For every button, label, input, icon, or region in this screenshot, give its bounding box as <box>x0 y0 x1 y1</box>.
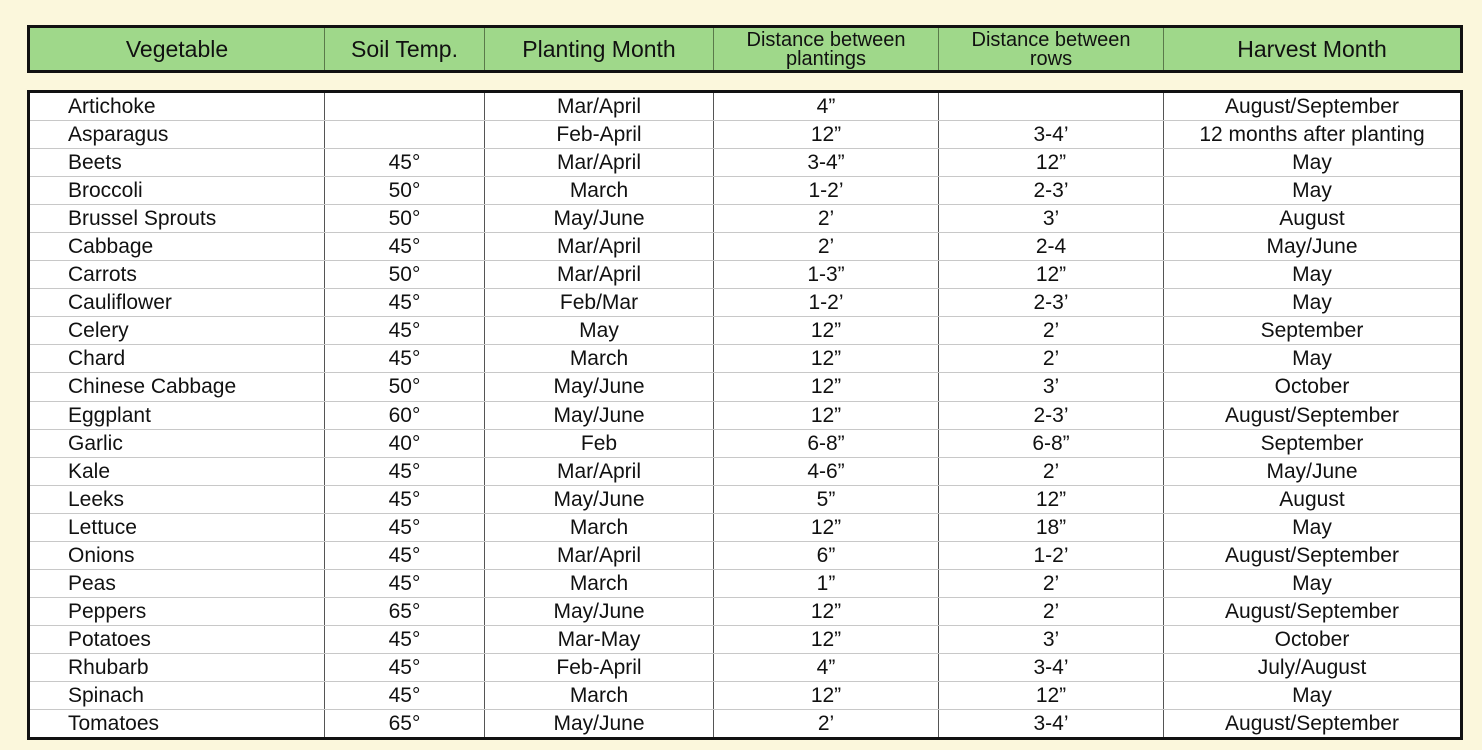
cell-distance-rows <box>939 93 1164 120</box>
cell-soil-temp: 50° <box>325 205 485 232</box>
cell-vegetable: Garlic <box>30 430 325 457</box>
header-distance-rows: Distance between rows <box>939 28 1164 70</box>
table-row <box>30 654 1460 682</box>
table-row <box>30 233 1460 261</box>
cell-distance-plantings: 12” <box>714 373 939 400</box>
table-row <box>30 682 1460 710</box>
cell-distance-rows: 2’ <box>939 458 1164 485</box>
cell-planting-month: May/June <box>485 486 714 513</box>
cell-planting-month: Feb/Mar <box>485 289 714 316</box>
cell-planting-month: May/June <box>485 402 714 429</box>
table-row <box>30 177 1460 205</box>
cell-distance-rows: 2’ <box>939 570 1164 597</box>
header-distance-plantings: Distance between plantings <box>714 28 939 70</box>
cell-vegetable: Onions <box>30 542 325 569</box>
cell-planting-month: Mar/April <box>485 233 714 260</box>
cell-distance-rows: 3’ <box>939 626 1164 653</box>
cell-harvest-month: October <box>1274 375 1350 399</box>
cell-distance-rows: 12” <box>939 486 1164 513</box>
cell-vegetable: Cabbage <box>30 233 325 260</box>
cell-distance-plantings: 12” <box>714 345 939 372</box>
cell-vegetable: Tomatoes <box>30 710 325 737</box>
cell-distance-plantings: 6” <box>714 542 939 569</box>
cell-soil-temp <box>325 121 485 148</box>
cell-distance-rows: 12” <box>939 149 1164 176</box>
cell-distance-plantings: 4-6” <box>714 458 939 485</box>
table-row <box>30 205 1460 233</box>
table-row <box>30 261 1460 289</box>
cell-vegetable: Potatoes <box>30 626 325 653</box>
cell-planting-month: May/June <box>485 373 714 400</box>
cell-vegetable: Eggplant <box>30 402 325 429</box>
cell-soil-temp: 50° <box>325 261 485 288</box>
cell-planting-month: March <box>485 345 714 372</box>
cell-distance-rows: 3-4’ <box>939 654 1164 681</box>
cell-harvest-month: May <box>1292 291 1332 315</box>
header-harvest-month: Harvest Month <box>1237 35 1387 62</box>
cell-harvest-month: 12 months after planting <box>1199 123 1425 147</box>
cell-distance-plantings: 12” <box>714 514 939 541</box>
cell-distance-plantings: 1” <box>714 570 939 597</box>
cell-vegetable: Celery <box>30 317 325 344</box>
cell-planting-month: May <box>485 317 714 344</box>
cell-harvest-month: May/June <box>1266 459 1358 483</box>
cell-soil-temp: 45° <box>325 149 485 176</box>
cell-distance-rows: 12” <box>939 682 1164 709</box>
cell-vegetable: Chard <box>30 345 325 372</box>
cell-vegetable: Chinese Cabbage <box>30 373 325 400</box>
cell-distance-rows: 1-2’ <box>939 542 1164 569</box>
cell-soil-temp: 40° <box>325 430 485 457</box>
cell-distance-rows: 2’ <box>939 345 1164 372</box>
cell-vegetable: Broccoli <box>30 177 325 204</box>
cell-harvest-month: May <box>1292 151 1332 175</box>
cell-harvest-month: May <box>1292 515 1332 539</box>
cell-vegetable: Brussel Sprouts <box>30 205 325 232</box>
table-row <box>30 598 1460 626</box>
cell-distance-plantings: 1-2’ <box>714 289 939 316</box>
cell-soil-temp: 45° <box>325 682 485 709</box>
table-row <box>30 514 1460 542</box>
table-row <box>30 542 1460 570</box>
cell-distance-rows: 2-3’ <box>939 402 1164 429</box>
cell-soil-temp: 45° <box>325 233 485 260</box>
cell-distance-rows: 12” <box>939 261 1164 288</box>
cell-distance-rows: 2-4 <box>939 233 1164 260</box>
cell-distance-plantings: 2’ <box>714 205 939 232</box>
cell-vegetable: Artichoke <box>30 93 325 120</box>
header-planting-month: Planting Month <box>485 28 714 70</box>
cell-distance-plantings: 12” <box>714 402 939 429</box>
cell-soil-temp: 45° <box>325 626 485 653</box>
cell-distance-plantings: 4” <box>714 93 939 120</box>
cell-soil-temp: 45° <box>325 542 485 569</box>
cell-vegetable: Kale <box>30 458 325 485</box>
cell-planting-month: Feb <box>485 430 714 457</box>
cell-harvest-month: August <box>1279 207 1345 231</box>
cell-soil-temp: 65° <box>325 710 485 737</box>
cell-distance-plantings: 12” <box>714 121 939 148</box>
cell-soil-temp: 45° <box>325 570 485 597</box>
cell-soil-temp: 50° <box>325 373 485 400</box>
table-row <box>30 93 1460 121</box>
cell-planting-month: Feb-April <box>485 654 714 681</box>
table-row <box>30 317 1460 345</box>
table-body <box>27 90 1463 740</box>
cell-distance-rows: 2-3’ <box>939 177 1164 204</box>
cell-planting-month: Mar-May <box>485 626 714 653</box>
header-soil-temp: Soil Temp. <box>325 28 485 70</box>
cell-harvest-month: August/September <box>1225 712 1399 736</box>
table-row <box>30 345 1460 373</box>
table-row <box>30 289 1460 317</box>
cell-soil-temp: 60° <box>325 402 485 429</box>
cell-planting-month: March <box>485 570 714 597</box>
cell-soil-temp <box>325 93 485 120</box>
table-row <box>30 149 1460 177</box>
cell-harvest-month: August/September <box>1225 95 1399 119</box>
cell-vegetable: Peppers <box>30 598 325 625</box>
cell-harvest-month: August/September <box>1225 599 1399 623</box>
cell-vegetable: Lettuce <box>30 514 325 541</box>
cell-distance-plantings: 5” <box>714 486 939 513</box>
cell-distance-plantings: 4” <box>714 654 939 681</box>
cell-vegetable: Beets <box>30 149 325 176</box>
cell-vegetable: Leeks <box>30 486 325 513</box>
cell-vegetable: Carrots <box>30 261 325 288</box>
cell-soil-temp: 45° <box>325 345 485 372</box>
cell-harvest-month: May <box>1292 347 1332 371</box>
table-row <box>30 430 1460 458</box>
cell-planting-month: Mar/April <box>485 93 714 120</box>
cell-planting-month: Feb-April <box>485 121 714 148</box>
table-header <box>27 25 1463 73</box>
cell-soil-temp: 65° <box>325 598 485 625</box>
table-row <box>30 402 1460 430</box>
cell-distance-rows: 18” <box>939 514 1164 541</box>
cell-harvest-month: September <box>1260 431 1364 455</box>
cell-planting-month: March <box>485 682 714 709</box>
header-vegetable: Vegetable <box>30 28 325 70</box>
cell-distance-plantings: 12” <box>714 317 939 344</box>
cell-distance-plantings: 3-4” <box>714 149 939 176</box>
cell-planting-month: Mar/April <box>485 458 714 485</box>
cell-planting-month: March <box>485 177 714 204</box>
cell-planting-month: Mar/April <box>485 261 714 288</box>
cell-harvest-month: May <box>1292 263 1332 287</box>
cell-distance-rows: 2’ <box>939 598 1164 625</box>
cell-planting-month: Mar/April <box>485 542 714 569</box>
cell-harvest-month: August <box>1279 487 1345 511</box>
cell-distance-rows: 3’ <box>939 205 1164 232</box>
table-row <box>30 710 1460 737</box>
cell-distance-rows: 6-8” <box>939 430 1164 457</box>
cell-vegetable: Rhubarb <box>30 654 325 681</box>
cell-distance-plantings: 2’ <box>714 233 939 260</box>
cell-distance-plantings: 12” <box>714 682 939 709</box>
table-row <box>30 121 1460 149</box>
cell-harvest-month: October <box>1274 627 1350 651</box>
cell-harvest-month: May <box>1292 179 1332 203</box>
cell-distance-plantings: 1-3” <box>714 261 939 288</box>
cell-planting-month: May/June <box>485 710 714 737</box>
cell-distance-rows: 3-4’ <box>939 121 1164 148</box>
cell-vegetable: Asparagus <box>30 121 325 148</box>
cell-harvest-month: August/September <box>1225 403 1399 427</box>
cell-harvest-month: May/June <box>1266 235 1358 259</box>
table-rows <box>30 93 1460 737</box>
cell-soil-temp: 50° <box>325 177 485 204</box>
cell-soil-temp: 45° <box>325 486 485 513</box>
cell-distance-rows: 2-3’ <box>939 289 1164 316</box>
cell-distance-plantings: 12” <box>714 598 939 625</box>
cell-harvest-month: September <box>1260 319 1364 343</box>
cell-vegetable: Cauliflower <box>30 289 325 316</box>
cell-soil-temp: 45° <box>325 458 485 485</box>
cell-planting-month: Mar/April <box>485 149 714 176</box>
cell-harvest-month: July/August <box>1257 655 1367 679</box>
cell-distance-plantings: 12” <box>714 626 939 653</box>
cell-soil-temp: 45° <box>325 317 485 344</box>
cell-soil-temp: 45° <box>325 654 485 681</box>
table-row <box>30 458 1460 486</box>
cell-harvest-month: May <box>1292 684 1332 707</box>
cell-soil-temp: 45° <box>325 289 485 316</box>
cell-soil-temp: 45° <box>325 514 485 541</box>
cell-distance-plantings: 2’ <box>714 710 939 737</box>
cell-distance-rows: 3’ <box>939 373 1164 400</box>
cell-distance-plantings: 6-8” <box>714 430 939 457</box>
cell-vegetable: Peas <box>30 570 325 597</box>
cell-distance-rows: 2’ <box>939 317 1164 344</box>
table-row <box>30 373 1460 401</box>
table-row <box>30 486 1460 514</box>
cell-harvest-month: August/September <box>1225 543 1399 567</box>
cell-distance-rows: 3-4’ <box>939 710 1164 737</box>
cell-planting-month: March <box>485 514 714 541</box>
cell-distance-plantings: 1-2’ <box>714 177 939 204</box>
cell-planting-month: May/June <box>485 205 714 232</box>
cell-harvest-month: May <box>1292 571 1332 595</box>
cell-planting-month: May/June <box>485 598 714 625</box>
cell-vegetable: Spinach <box>30 682 325 709</box>
table-row <box>30 570 1460 598</box>
table-row <box>30 626 1460 654</box>
